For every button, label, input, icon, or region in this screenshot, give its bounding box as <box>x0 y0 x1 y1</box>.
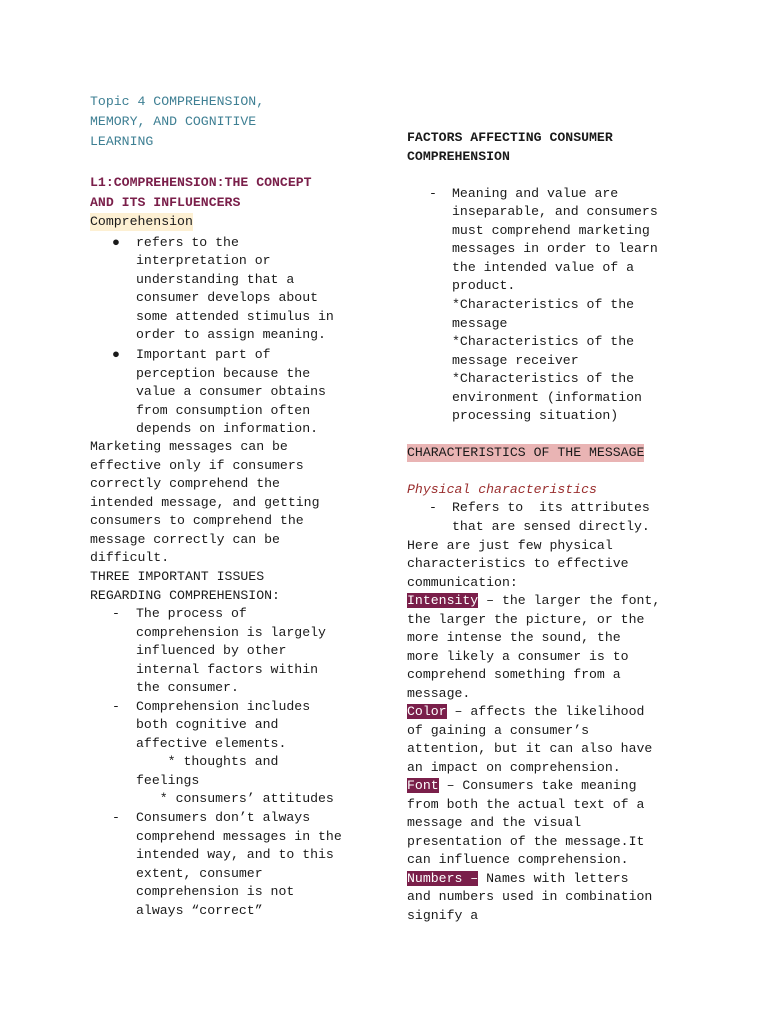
comprehension-label: Comprehension <box>90 214 193 229</box>
dash-3: - <box>112 810 120 825</box>
color-line-2: of gaining a consumer’s <box>407 723 590 738</box>
factors-line-13: processing situation) <box>452 408 619 423</box>
intro-line-2: characteristics to effective <box>407 556 629 571</box>
intro-line-1: Here are just few physical <box>407 538 613 553</box>
bullet-dot-1: ● <box>112 235 120 250</box>
intensity-line-3: more intense the sound, the <box>407 630 621 645</box>
paragraph-line-2: effective only if consumers <box>90 458 304 473</box>
issue-1-line-5: the consumer. <box>136 680 239 695</box>
factors-line-2: inseparable, and consumers <box>452 204 658 219</box>
intro-line-3: communication: <box>407 575 518 590</box>
numbers-line-1 <box>407 870 629 888</box>
issue-2-line-6: * consumers’ attitudes <box>136 791 334 806</box>
paragraph-line-6: message correctly can be <box>90 532 280 547</box>
intensity-line-5: comprehend something from a <box>407 667 621 682</box>
issue-1-line-3: influenced by other <box>136 643 287 658</box>
color-line-4: an impact on comprehension. <box>407 760 621 775</box>
bullet-2-line-1: Important part of <box>136 347 271 362</box>
factors-heading-line-1: FACTORS AFFECTING CONSUMER <box>407 130 613 145</box>
factors-line-5: the intended value of a <box>452 260 635 275</box>
factors-line-11: *Characteristics of the <box>452 371 635 386</box>
font-line-2: from both the actual text of a <box>407 797 645 812</box>
bullet-1-line-4: consumer develops about <box>136 290 319 305</box>
bullet-1-line-2: interpretation or <box>136 253 271 268</box>
bullet-2-line-4: from consumption often <box>136 403 311 418</box>
issue-3-line-4: extent, consumer <box>136 866 263 881</box>
font-line-1 <box>407 777 637 795</box>
intensity-line-1 <box>407 592 660 610</box>
bullet-1-line-5: some attended stimulus in <box>136 309 334 324</box>
physical-line-2: that are sensed directly. <box>452 519 650 534</box>
issues-heading-line-2: REGARDING COMPREHENSION: <box>90 588 280 603</box>
factors-line-7: *Characteristics of the <box>452 297 635 312</box>
physical-characteristics-heading: Physical characteristics <box>407 482 597 497</box>
font-line-4: presentation of the message.It <box>407 834 645 849</box>
physical-line-1: Refers to its attributes <box>452 500 650 515</box>
issue-3-line-3: intended way, and to this <box>136 847 334 862</box>
topic-title-line-2: MEMORY, AND COGNITIVE <box>90 114 257 129</box>
characteristics-heading: CHARACTERISTICS OF THE MESSAGE <box>407 445 645 460</box>
factors-line-10: message receiver <box>452 353 579 368</box>
intensity-line-2: the larger the picture, or the <box>407 612 645 627</box>
factors-line-6: product. <box>452 278 516 293</box>
numbers-line-2: and numbers used in combination <box>407 889 653 904</box>
font-line-3: message and the visual <box>407 815 582 830</box>
issues-heading-line-1: THREE IMPORTANT ISSUES <box>90 569 265 584</box>
factors-line-3: must comprehend marketing <box>452 223 650 238</box>
color-term: Color <box>407 704 447 719</box>
bullet-2-line-3: value a consumer obtains <box>136 384 326 399</box>
issue-3-line-6: always “correct” <box>136 903 263 918</box>
dash-2: - <box>112 699 120 714</box>
bullet-1-line-1: refers to the <box>136 235 239 250</box>
factors-line-4: messages in order to learn <box>452 241 658 256</box>
issue-1-line-2: comprehension is largely <box>136 625 326 640</box>
topic-title-line-3: LEARNING <box>90 134 154 149</box>
issue-3-line-5: comprehension is not <box>136 884 295 899</box>
factors-dash: - <box>429 186 437 201</box>
numbers-line-3: signify a <box>407 908 479 923</box>
color-text-1: – affects the likelihood <box>446 704 645 719</box>
issue-2-line-2: both cognitive and <box>136 717 279 732</box>
bullet-1-line-3: understanding that a <box>136 272 295 287</box>
issue-3-line-2: comprehend messages in the <box>136 829 342 844</box>
issue-3-line-1: Consumers don’t always <box>136 810 311 825</box>
paragraph-line-3: correctly comprehend the <box>90 476 280 491</box>
topic-title-line-1: Topic 4 COMPREHENSION, <box>90 94 265 109</box>
issue-1-line-1: The process of <box>136 606 247 621</box>
bullet-1-line-6: order to assign meaning. <box>136 327 326 342</box>
font-term: Font <box>407 778 439 793</box>
bullet-2-line-5: depends on information. <box>136 421 319 436</box>
issue-2-line-1: Comprehension includes <box>136 699 311 714</box>
numbers-text-1: Names with letters <box>478 871 629 886</box>
issue-2-line-5: feelings <box>136 773 200 788</box>
paragraph-line-1: Marketing messages can be <box>90 439 288 454</box>
paragraph-line-4: intended message, and getting <box>90 495 320 510</box>
l1-heading-line-2: AND ITS INFLUENCERS <box>90 195 241 210</box>
intensity-term: Intensity <box>407 593 479 608</box>
intensity-text-1: – the larger the font, <box>478 593 661 608</box>
color-line-3: attention, but it can also have <box>407 741 653 756</box>
l1-heading-line-1: L1:COMPREHENSION:THE CONCEPT <box>90 175 312 190</box>
bullet-dot-2: ● <box>112 347 120 362</box>
font-text-1: – Consumers take meaning <box>438 778 637 793</box>
bullet-2-line-2: perception because the <box>136 366 311 381</box>
dash-1: - <box>112 606 120 621</box>
color-line-1 <box>407 703 644 721</box>
factors-line-9: *Characteristics of the <box>452 334 635 349</box>
font-line-5: can influence comprehension. <box>407 852 629 867</box>
paragraph-line-5: consumers to comprehend the <box>90 513 304 528</box>
issue-2-line-3: affective elements. <box>136 736 287 751</box>
factors-line-12: environment (information <box>452 390 642 405</box>
factors-line-8: message <box>452 316 508 331</box>
intensity-line-6: message. <box>407 686 471 701</box>
issue-1-line-4: internal factors within <box>136 662 319 677</box>
issue-2-line-4: * thoughts and <box>136 754 279 769</box>
numbers-term: Numbers – <box>407 871 479 886</box>
factors-line-1: Meaning and value are <box>452 186 619 201</box>
factors-heading-line-2: COMPREHENSION <box>407 149 510 164</box>
paragraph-line-7: difficult. <box>90 550 170 565</box>
intensity-line-4: more likely a consumer is to <box>407 649 629 664</box>
physical-dash: - <box>429 500 437 515</box>
